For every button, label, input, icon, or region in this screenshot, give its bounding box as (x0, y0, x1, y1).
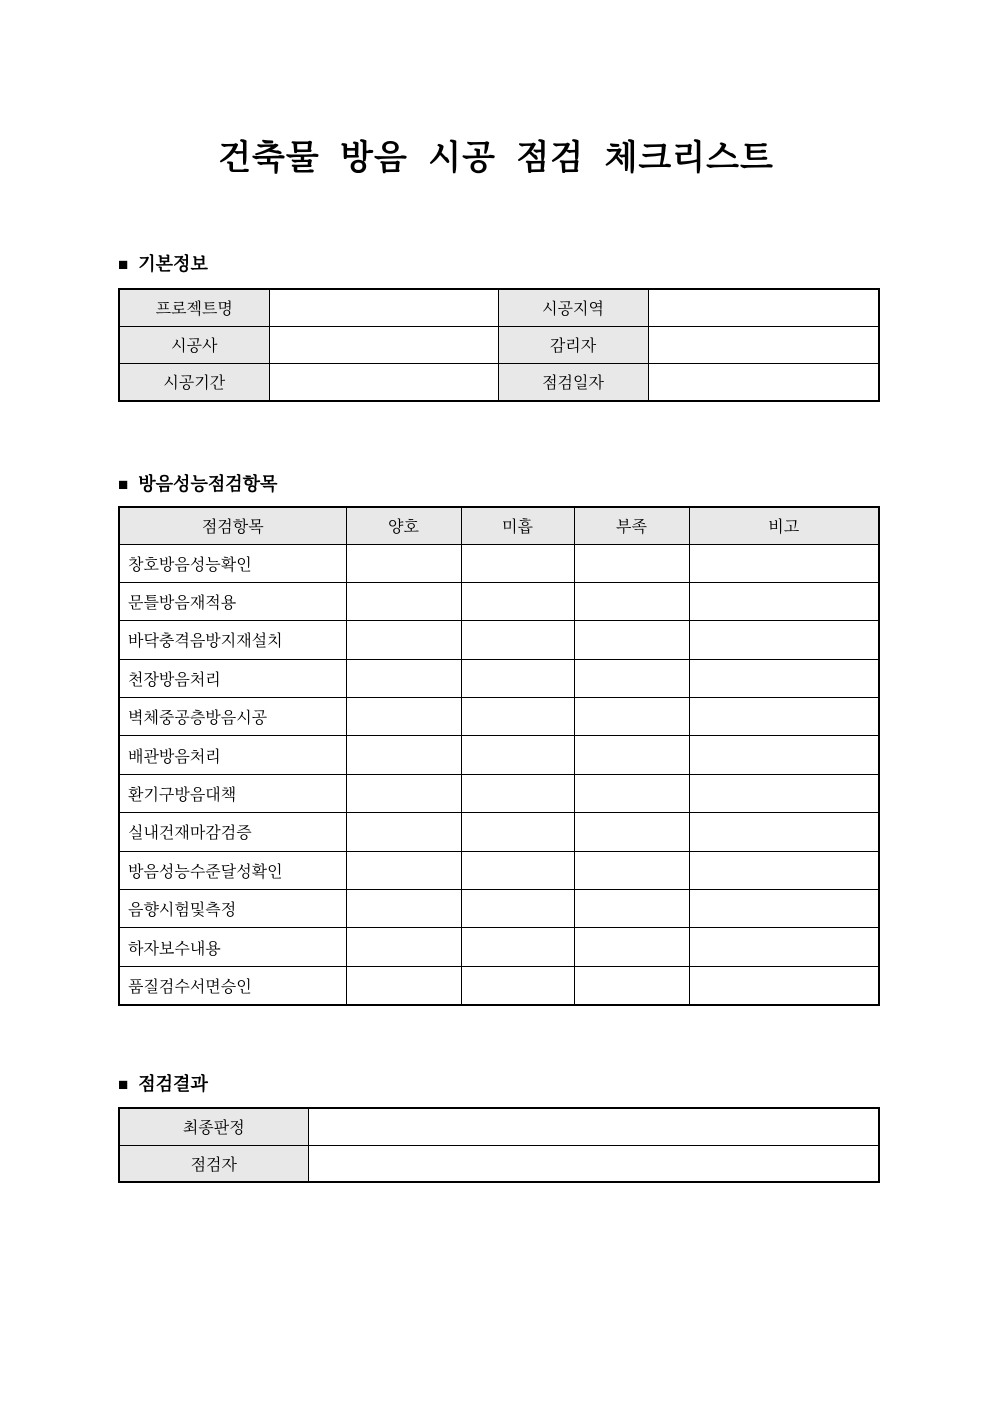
remark-cell[interactable] (689, 659, 879, 697)
checklist-row (119, 890, 879, 928)
field-value-construction-period[interactable] (269, 364, 498, 401)
checklist-row (119, 851, 879, 889)
check-cell-good[interactable] (346, 851, 461, 889)
checklist-row (119, 813, 879, 851)
column-header-lacking: 부족 (574, 507, 689, 544)
basic-info-row (119, 326, 879, 363)
check-cell-insufficient[interactable] (461, 928, 574, 966)
section-title-checklist: 방음성능점검항목 (138, 474, 278, 494)
item-name-cell: 천장방음처리 (119, 659, 346, 697)
final-judgment-row (119, 1108, 879, 1145)
field-value-inspection-date[interactable] (648, 364, 879, 401)
check-cell-insufficient[interactable] (461, 736, 574, 774)
checklist-row (119, 774, 879, 812)
checklist-row (119, 966, 879, 1004)
check-cell-lacking[interactable] (574, 851, 689, 889)
basic-info-row (119, 364, 879, 401)
check-cell-good[interactable] (346, 736, 461, 774)
remark-cell[interactable] (689, 851, 879, 889)
item-name-cell: 품질검수서면승인 (119, 966, 346, 1004)
section-title-result: 점검결과 (138, 1074, 208, 1094)
field-value-constructor[interactable] (269, 326, 498, 363)
item-name-cell: 방음성능수준달성확인 (119, 851, 346, 889)
result-table (118, 1107, 880, 1183)
item-name-cell: 하자보수내용 (119, 928, 346, 966)
check-cell-insufficient[interactable] (461, 813, 574, 851)
field-value-project-name[interactable] (269, 289, 498, 326)
check-cell-lacking[interactable] (574, 966, 689, 1004)
section-heading-result (118, 1070, 878, 1096)
section-heading-basic-info (118, 250, 878, 276)
check-cell-good[interactable] (346, 966, 461, 1004)
check-cell-insufficient[interactable] (461, 544, 574, 582)
check-cell-lacking[interactable] (574, 813, 689, 851)
check-cell-insufficient[interactable] (461, 851, 574, 889)
checklist-row (119, 698, 879, 736)
check-cell-lacking[interactable] (574, 736, 689, 774)
checklist-row (119, 621, 879, 659)
field-label-project-name: 프로젝트명 (119, 289, 269, 326)
item-name-cell: 환기구방음대책 (119, 774, 346, 812)
check-cell-good[interactable] (346, 544, 461, 582)
checklist-row (119, 544, 879, 582)
check-cell-insufficient[interactable] (461, 659, 574, 697)
field-label-constructor: 시공사 (119, 326, 269, 363)
check-cell-lacking[interactable] (574, 698, 689, 736)
section-title-basic-info: 기본정보 (138, 254, 208, 274)
document-title: 건축물 방음 시공 점검 체크리스트 (218, 139, 774, 177)
check-cell-good[interactable] (346, 928, 461, 966)
check-cell-good[interactable] (346, 774, 461, 812)
check-cell-lacking[interactable] (574, 621, 689, 659)
field-label-construction-period: 시공기간 (119, 364, 269, 401)
field-label-inspector: 점검자 (119, 1145, 308, 1182)
remark-cell[interactable] (689, 544, 879, 582)
remark-cell[interactable] (689, 698, 879, 736)
check-cell-insufficient[interactable] (461, 621, 574, 659)
item-name-cell: 실내건재마감검증 (119, 813, 346, 851)
column-header-insufficient: 미흡 (461, 507, 574, 544)
field-label-final-judgment: 최종판정 (119, 1108, 308, 1145)
checklist-row (119, 659, 879, 697)
check-cell-insufficient[interactable] (461, 890, 574, 928)
check-cell-insufficient[interactable] (461, 698, 574, 736)
remark-cell[interactable] (689, 621, 879, 659)
checklist-row (119, 736, 879, 774)
check-cell-lacking[interactable] (574, 582, 689, 620)
square-bullet-icon: ■ (118, 254, 129, 274)
checklist-header-row (119, 507, 879, 544)
check-cell-good[interactable] (346, 621, 461, 659)
check-cell-lacking[interactable] (574, 544, 689, 582)
check-cell-lacking[interactable] (574, 928, 689, 966)
remark-cell[interactable] (689, 890, 879, 928)
section-heading-checklist (118, 470, 878, 496)
check-cell-insufficient[interactable] (461, 774, 574, 812)
checklist-row (119, 928, 879, 966)
item-name-cell: 문틀방음재적용 (119, 582, 346, 620)
remark-cell[interactable] (689, 928, 879, 966)
column-header-item: 점검항목 (119, 507, 346, 544)
field-label-construction-area: 시공지역 (498, 289, 648, 326)
square-bullet-icon: ■ (118, 474, 129, 494)
check-cell-lacking[interactable] (574, 659, 689, 697)
check-cell-good[interactable] (346, 659, 461, 697)
item-name-cell: 음향시험및측정 (119, 890, 346, 928)
column-header-good: 양호 (346, 507, 461, 544)
inspector-row (119, 1145, 879, 1182)
field-label-supervisor: 감리자 (498, 326, 648, 363)
remark-cell[interactable] (689, 813, 879, 851)
remark-cell[interactable] (689, 774, 879, 812)
item-name-cell: 바닥충격음방지재설치 (119, 621, 346, 659)
check-cell-good[interactable] (346, 813, 461, 851)
field-value-supervisor[interactable] (648, 326, 879, 363)
remark-cell[interactable] (689, 736, 879, 774)
check-cell-good[interactable] (346, 582, 461, 620)
item-name-cell: 배관방음처리 (119, 736, 346, 774)
check-cell-good[interactable] (346, 698, 461, 736)
check-cell-good[interactable] (346, 890, 461, 928)
remark-cell[interactable] (689, 966, 879, 1004)
check-cell-insufficient[interactable] (461, 966, 574, 1004)
item-name-cell: 창호방음성능확인 (119, 544, 346, 582)
remark-cell[interactable] (689, 582, 879, 620)
column-header-remarks: 비고 (689, 507, 879, 544)
field-label-inspection-date: 점검일자 (498, 364, 648, 401)
field-value-construction-area[interactable] (648, 289, 879, 326)
field-value-inspector[interactable] (308, 1145, 879, 1182)
check-cell-lacking[interactable] (574, 774, 689, 812)
basic-info-row (119, 289, 879, 326)
item-name-cell: 벽체중공층방음시공 (119, 698, 346, 736)
checklist-table (118, 506, 880, 1006)
check-cell-lacking[interactable] (574, 890, 689, 928)
square-bullet-icon: ■ (118, 1074, 129, 1094)
basic-info-table (118, 288, 880, 402)
field-value-final-judgment[interactable] (308, 1108, 879, 1145)
check-cell-insufficient[interactable] (461, 582, 574, 620)
checklist-row (119, 582, 879, 620)
